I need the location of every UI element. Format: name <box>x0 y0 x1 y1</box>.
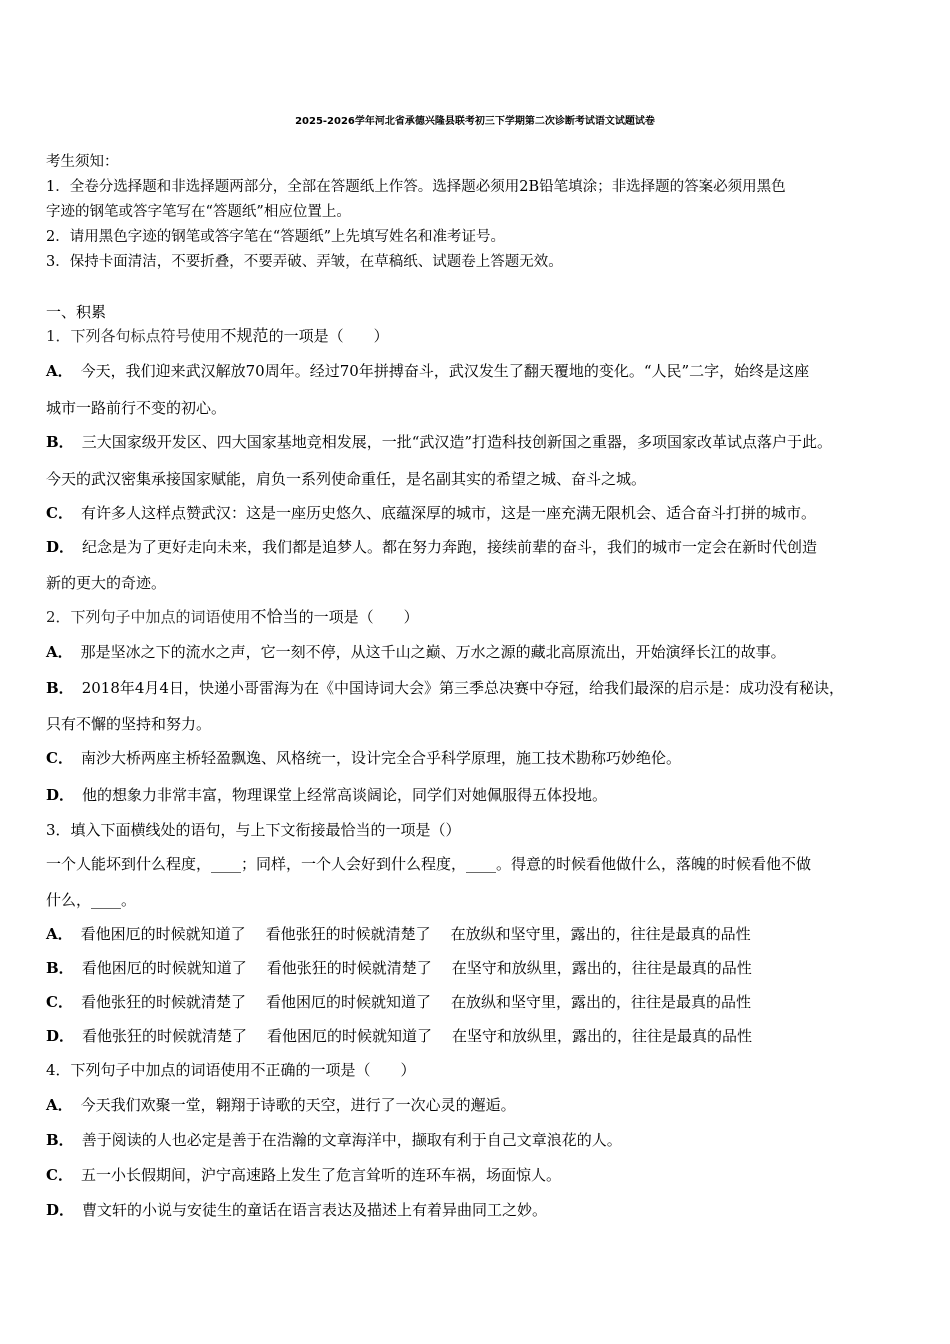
option-label: C． <box>46 749 73 767</box>
notice-line: 字迹的钢笔或答字笔写在“答题纸”相应位置上。 <box>46 204 351 220</box>
q2-option-d <box>46 785 607 805</box>
question-stem-emphasis: 不规范 <box>220 326 269 345</box>
q4-option-c <box>46 1165 561 1185</box>
option-label: B． <box>46 959 74 977</box>
question-stem-post: 的一项是（ ） <box>298 608 419 626</box>
q3-text: 一个人能坏到什么程度，____；同样，一个人会好到什么程度，____。得意的时候看他做什么，落魄的时候看他不做 <box>46 855 812 873</box>
option-label: D． <box>46 1027 75 1045</box>
q1-option-a-cont: 城市一路前行不变的初心。 <box>46 399 227 417</box>
option-label: B． <box>46 1131 74 1149</box>
option-text: 南沙大桥两座主桥轻盈飘逸、风格统一，设计完全合乎科学原理，施工技术勘称巧妙绝伦。 <box>80 749 681 767</box>
q3-option-b <box>46 958 752 978</box>
option-label: A． <box>46 643 73 661</box>
option-label: D． <box>46 786 75 804</box>
option-label: D． <box>46 1201 75 1219</box>
option-label: B． <box>46 679 74 697</box>
notice-heading: 考生须知： <box>46 154 119 170</box>
q3-option-c <box>46 992 751 1012</box>
q3-text-cont: 什么，____。 <box>46 891 137 909</box>
q1-option-d <box>46 537 817 557</box>
option-label: C． <box>46 504 73 522</box>
option-text: 他的想象力非常丰富，物理课堂上经常高谈阔论，同学们对她佩服得五体投地。 <box>82 786 608 804</box>
q1-option-c <box>46 503 816 523</box>
option-part: 在放纵和坚守里，露出的，往往是最真的品性 <box>450 925 751 943</box>
option-text: 有许多人这样点赞武汉：这是一座历史悠久、底蕴深厚的城市，这是一座充满无限机会、适合奋斗打拼的城市。 <box>80 504 816 522</box>
option-part: 在放纵和坚守里，露出的，往往是最真的品性 <box>450 993 751 1011</box>
q2-option-c <box>46 748 681 768</box>
q1-option-b <box>46 432 832 452</box>
section-heading: 一、积累 <box>46 303 107 321</box>
option-part: 在坚守和放纵里，露出的，往往是最真的品性 <box>452 1027 753 1045</box>
q1-option-a <box>46 361 809 381</box>
option-text: 曹文轩的小说与安徒生的童话在语言表达及描述上有着异曲同工之妙。 <box>82 1201 548 1219</box>
q1-option-d-cont: 新的更大的奇迹。 <box>46 574 167 592</box>
option-part: 看他张狂的时候就清楚了 <box>265 925 431 943</box>
option-label: D． <box>46 538 75 556</box>
option-label: C． <box>46 993 73 1011</box>
q2-option-a <box>46 642 786 662</box>
option-label: A． <box>46 1096 73 1114</box>
option-part: 看他困厄的时候就知道了 <box>80 925 246 943</box>
question-stem-pre: 2．下列句子中加点的词语使用 <box>46 608 251 626</box>
option-part: 看他困厄的时候就知道了 <box>267 1027 433 1045</box>
option-text: 那是坚冰之下的流水之声，它一刻不停，从这千山之巅、万水之源的藏北高原流出，开始演绎长江的故事。 <box>80 643 786 661</box>
option-text: 今天，我们迎来武汉解放70周年。经过70年拼搏奋斗，武汉发生了翻天覆地的变化。“人民”二字，始终是这座 <box>80 362 810 380</box>
option-text: 2018年4月4日，快递小哥雷海为在《中国诗词大会》第三季总决赛中夺冠，给我们最深的启示是：成功没有秘诀， <box>81 679 844 697</box>
option-text: 纪念是为了更好走向未来，我们都是追梦人。都在努力奔跑，接续前辈的奋斗，我们的城市一定会在新时代创造 <box>82 538 818 556</box>
notice-line: 2．请用黑色字迹的钢笔或答字笔在“答题纸”上先填写姓名和准考证号。 <box>46 229 506 245</box>
option-part: 看他困厄的时候就知道了 <box>81 959 247 977</box>
option-text: 善于阅读的人也必定是善于在浩瀚的文章海洋中，撷取有利于自己文章浪花的人。 <box>81 1131 622 1149</box>
q4-option-d <box>46 1200 547 1220</box>
question-stem-pre: 1．下列各句标点符号使用 <box>46 327 221 345</box>
page-title: 2025-2026学年河北省承德兴隆县联考初三下学期第二次诊断考试语文试题试卷 <box>295 116 655 127</box>
option-label: C． <box>46 1166 73 1184</box>
q4-option-a <box>46 1095 516 1115</box>
question-3-stem: 3．填入下面横线处的语句，与上下文衔接最恰当的一项是（） <box>46 821 461 839</box>
notice-line: 3．保持卡面清洁，不要折叠，不要弄破、弄皱，在草稿纸、试题卷上答题无效。 <box>46 254 563 270</box>
option-part: 看他张狂的时候就清楚了 <box>82 1027 248 1045</box>
q2-option-b <box>46 678 844 698</box>
option-part: 看他困厄的时候就知道了 <box>265 993 431 1011</box>
option-part: 看他张狂的时候就清楚了 <box>80 993 246 1011</box>
question-stem-post: 的一项是（ ） <box>268 327 389 345</box>
option-text: 今天我们欢聚一堂，翱翔于诗歌的天空，进行了一次心灵的邂逅。 <box>80 1096 516 1114</box>
option-part: 看他张狂的时候就清楚了 <box>266 959 432 977</box>
notice-line: 1．全卷分选择题和非选择题两部分，全部在答题纸上作答。选择题必须用2B铅笔填涂；非选择题的答案必须用黑色 <box>46 179 786 195</box>
question-stem-emphasis: 不恰当 <box>250 607 299 626</box>
option-text: 五一小长假期间，沪宁高速路上发生了危言耸听的连环车祸，场面惊人。 <box>80 1166 561 1184</box>
question-4-stem: 4．下列句子中加点的词语使用不正确的一项是（ ） <box>46 1061 416 1079</box>
q3-option-a <box>46 924 751 944</box>
option-part: 在坚守和放纵里，露出的，往往是最真的品性 <box>451 959 752 977</box>
question-1-stem <box>46 326 389 346</box>
q2-option-b-cont: 只有不懈的坚持和努力。 <box>46 715 212 733</box>
q3-option-d <box>46 1026 752 1046</box>
q4-option-b <box>46 1130 622 1150</box>
option-label: B． <box>46 433 74 451</box>
option-text: 三大国家级开发区、四大国家基地竞相发展，一批“武汉造”打造科技创新国之重器，多项国家改革试点落户于此。 <box>81 433 833 451</box>
option-label: A． <box>46 925 73 943</box>
q1-option-b-cont: 今天的武汉密集承接国家赋能，肩负一系列使命重任，是名副其实的希望之城、奋斗之城。 <box>46 470 647 488</box>
option-label: A． <box>46 362 73 380</box>
question-2-stem <box>46 607 419 627</box>
